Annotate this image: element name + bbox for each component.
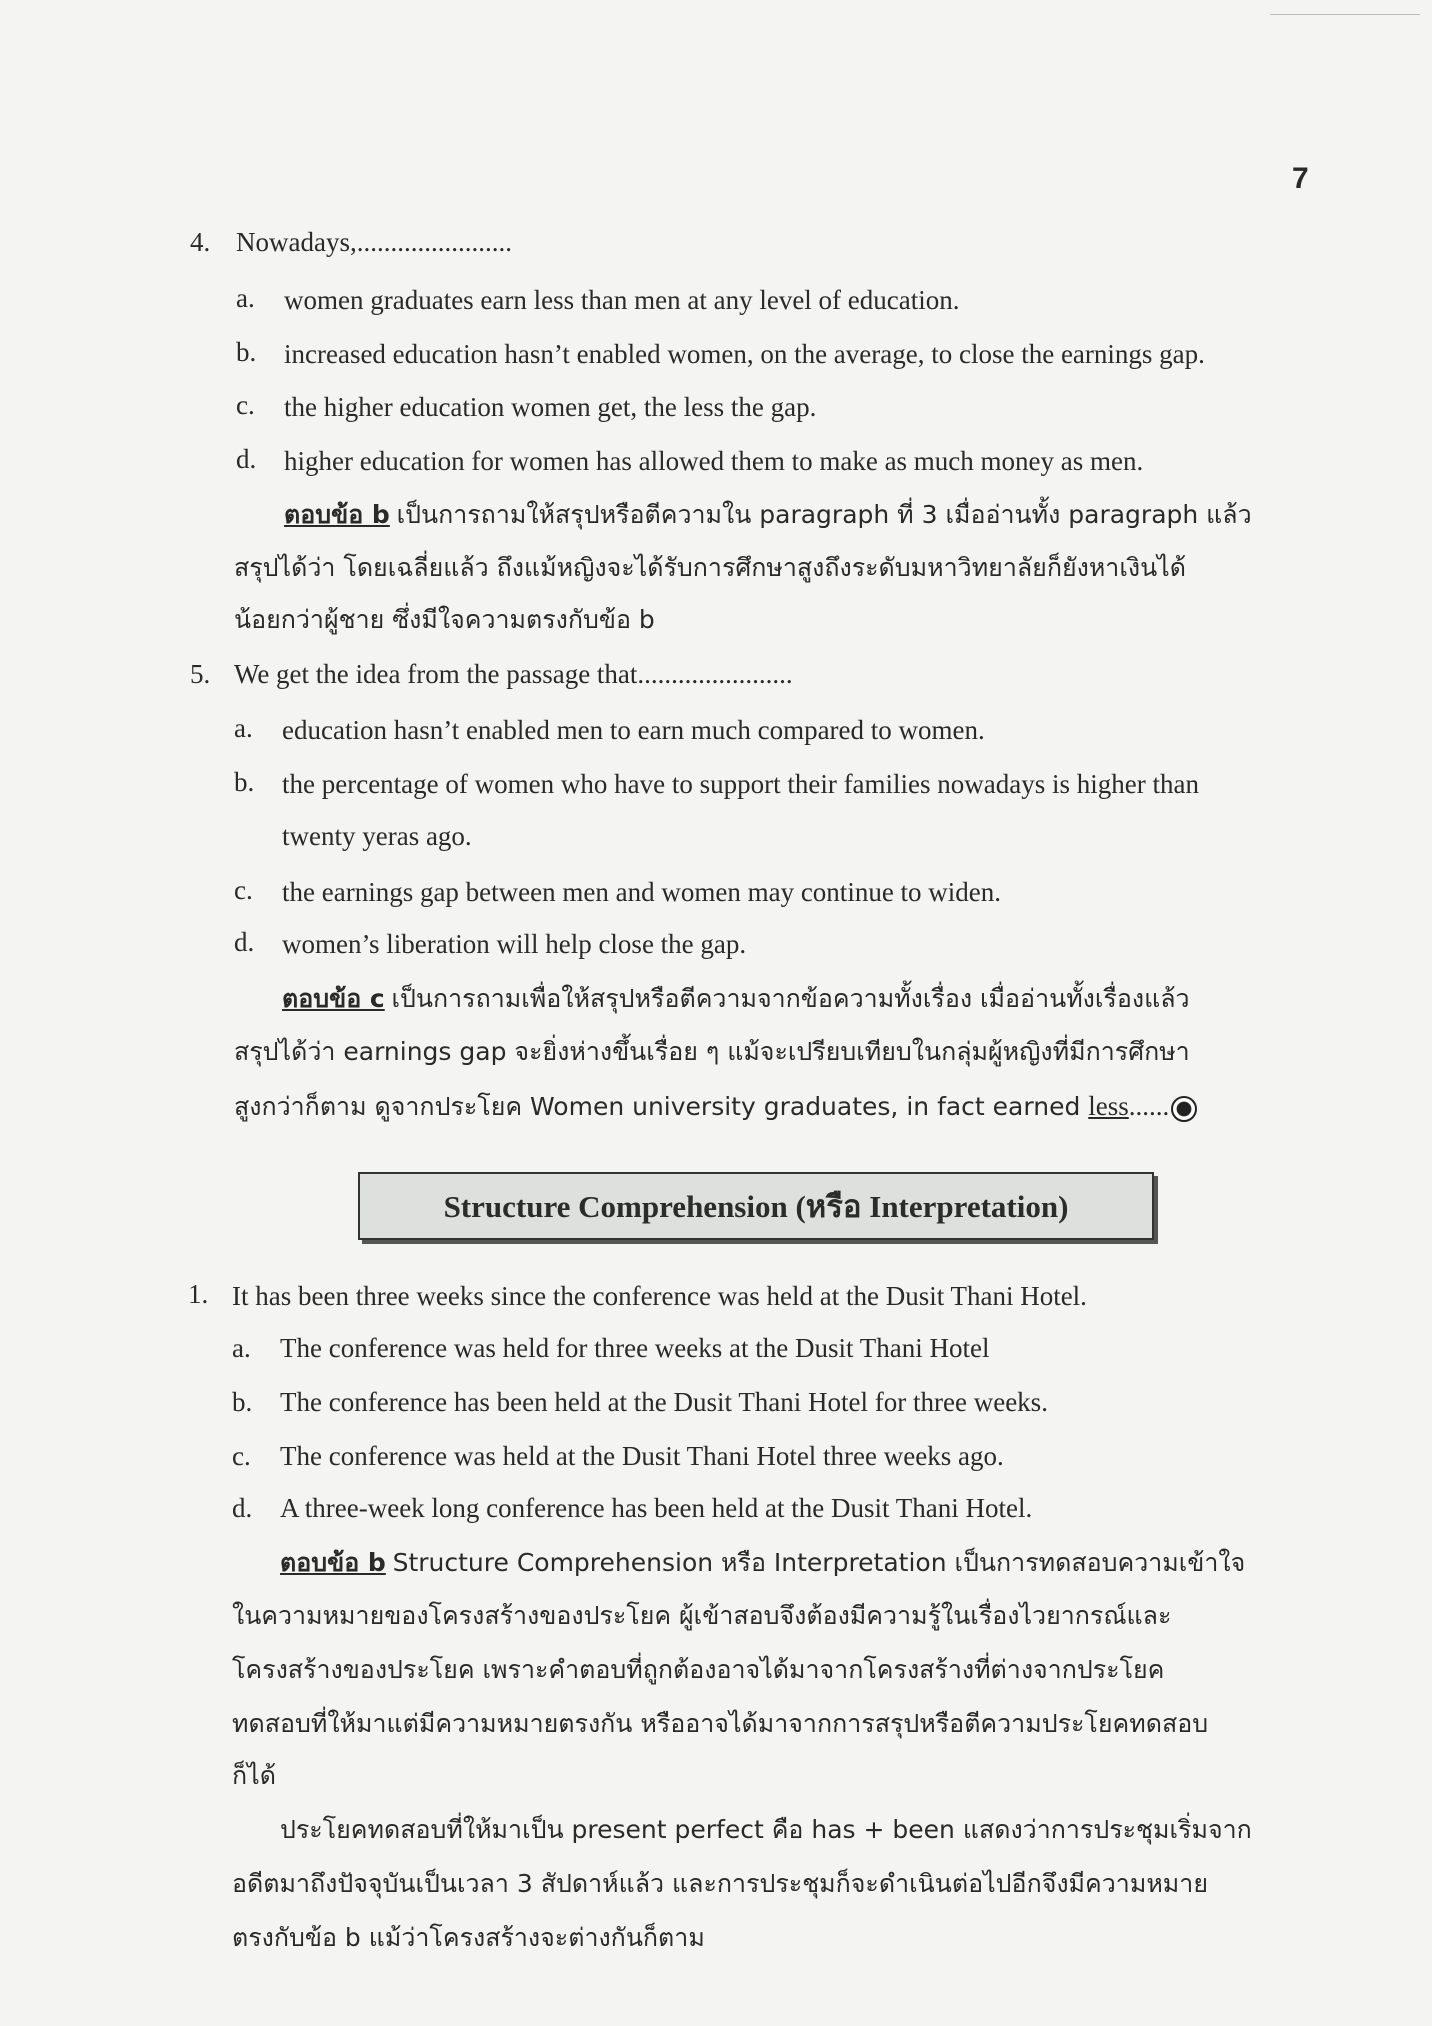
q5-explanation-line-1 xyxy=(282,980,1190,1017)
s1-option-d: A three-week long conference has been held at the Dusit Thani Hotel. xyxy=(280,1493,1033,1523)
q5-option-a-label: a. xyxy=(234,713,253,743)
q5-option-b-continued: twenty yeras ago. xyxy=(282,821,472,851)
q5-option-a: education hasn’t enabled men to earn much compared to women. xyxy=(282,715,985,745)
s1-explanation-3: โครงสร้างของประโยค เพราะคำตอบที่ถูกต้องอาจได้มาจากโครงสร้างที่ต่างจากประโยค xyxy=(232,1655,1165,1684)
question-4-number: 4. xyxy=(190,227,211,257)
q5-explanation-1: เป็นการถามเพื่อให้สรุปหรือตีความจากข้อความทั้งเรื่อง เมื่ออ่านทั้งเรื่องแล้ว xyxy=(391,984,1190,1013)
q4-answer-key: ตอบข้อ b xyxy=(284,500,390,529)
question-5-number: 5. xyxy=(190,659,211,689)
q5-answer-key: ตอบข้อ c xyxy=(282,984,385,1013)
s1-option-b-label: b. xyxy=(232,1387,253,1417)
q5-option-b-label: b. xyxy=(234,767,255,797)
s1-explanation-2: ในความหมายของโครงสร้างของประโยค ผู้เข้าสอบจึงต้องมีความรู้ในเรื่องไวยากรณ์และ xyxy=(232,1601,1172,1630)
q4-explanation-2: สรุปได้ว่า โดยเฉลี่ยแล้ว ถึงแม้หญิงจะได้รับการศึกษาสูงถึงระดับมหาวิทยาลัยก็ยังหาเงินได้ xyxy=(234,553,1186,582)
q4-explanation-3: น้อยกว่าผู้ชาย ซึ่งมีใจความตรงกับข้อ b xyxy=(234,605,655,634)
s1-option-b: The conference has been held at the Dusit Thani Hotel for three weeks. xyxy=(280,1387,1048,1417)
page-number: 7 xyxy=(1292,162,1309,195)
q4-option-d-label: d. xyxy=(236,444,257,474)
s1-explanation-4: ทดสอบที่ให้มาแต่มีความหมายตรงกัน หรืออาจได้มาจากการสรุปหรือตีความประโยคทดสอบ xyxy=(232,1709,1209,1738)
s1-explanation-1: Structure Comprehension หรือ Interpretation เป็นการทดสอบความเข้าใจ xyxy=(392,1548,1246,1577)
q5-underlined-word: less xyxy=(1088,1091,1129,1121)
s1-explanation-8: ตรงกับข้อ b แม้ว่าโครงสร้างจะต่างกันก็ตาม xyxy=(232,1923,705,1952)
s1-answer-key: ตอบข้อ b xyxy=(280,1548,386,1577)
q5-option-b: the percentage of women who have to support their families nowadays is higher than xyxy=(282,769,1199,799)
q4-option-c: the higher education women get, the less the gap. xyxy=(284,392,817,422)
s1-explanation-line-1 xyxy=(280,1544,1245,1581)
q5-option-d: women’s liberation will help close the gap. xyxy=(282,929,747,959)
bullet-icon xyxy=(1171,1096,1197,1122)
q5-option-d-label: d. xyxy=(234,927,255,957)
q4-option-a-label: a. xyxy=(236,283,255,313)
q4-option-b-label: b. xyxy=(236,337,257,367)
q5-explanation-3a: สูงกว่าก็ตาม ดูจากประโยค Women university graduates, in fact earned xyxy=(234,1092,1089,1121)
s1-option-d-label: d. xyxy=(232,1493,253,1523)
q4-option-d: higher education for women has allowed them to make as much money as men. xyxy=(284,446,1144,476)
q4-option-a: women graduates earn less than men at any level of education. xyxy=(284,285,960,315)
s1-explanation-7: อดีตมาถึงปัจจุบันเป็นเวลา 3 สัปดาห์แล้ว และการประชุมก็จะดำเนินต่อไปอีกจึงมีความหมาย xyxy=(232,1869,1208,1898)
s1-explanation-5: ก็ได้ xyxy=(232,1761,276,1790)
q5-option-c: the earnings gap between men and women may continue to widen. xyxy=(282,877,1002,907)
q4-option-b: increased education hasn’t enabled women, on the average, to close the earnings gap. xyxy=(284,339,1205,369)
top-rule xyxy=(1270,14,1420,15)
s1-option-a: The conference was held for three weeks at the Dusit Thani Hotel xyxy=(280,1333,990,1363)
q5-explanation-2: สรุปได้ว่า earnings gap จะยิ่งห่างขึ้นเรื่อย ๆ แม้จะเปรียบเทียบในกลุ่มผู้หญิงที่มีการศึกษา xyxy=(234,1037,1190,1066)
q4-explanation-line-1 xyxy=(284,496,1252,533)
s1-option-c: The conference was held at the Dusit Thani Hotel three weeks ago. xyxy=(280,1441,1004,1471)
q5-ellipsis: ...... xyxy=(1128,1091,1170,1121)
q4-option-c-label: c. xyxy=(236,390,255,420)
section-heading: Structure Comprehension (หรือ Interpretation) xyxy=(358,1172,1154,1240)
q5-option-c-label: c. xyxy=(234,875,253,905)
structure-question-1-number: 1. xyxy=(188,1279,209,1309)
q4-explanation-1: เป็นการถามให้สรุปหรือตีความใน paragraph ที่ 3 เมื่ออ่านทั้ง paragraph แล้ว xyxy=(396,500,1252,529)
s1-option-c-label: c. xyxy=(232,1441,251,1471)
question-5-stem: We get the idea from the passage that....................... xyxy=(234,659,793,689)
question-4-stem: Nowadays,....................... xyxy=(236,227,512,257)
structure-question-1-stem: It has been three weeks since the conference was held at the Dusit Thani Hotel. xyxy=(232,1281,1087,1311)
s1-explanation-6: ประโยคทดสอบที่ให้มาเป็น present perfect คือ has + been แสดงว่าการประชุมเริ่มจาก xyxy=(280,1815,1252,1844)
q5-explanation-line-3 xyxy=(234,1088,1197,1125)
s1-option-a-label: a. xyxy=(232,1333,251,1363)
